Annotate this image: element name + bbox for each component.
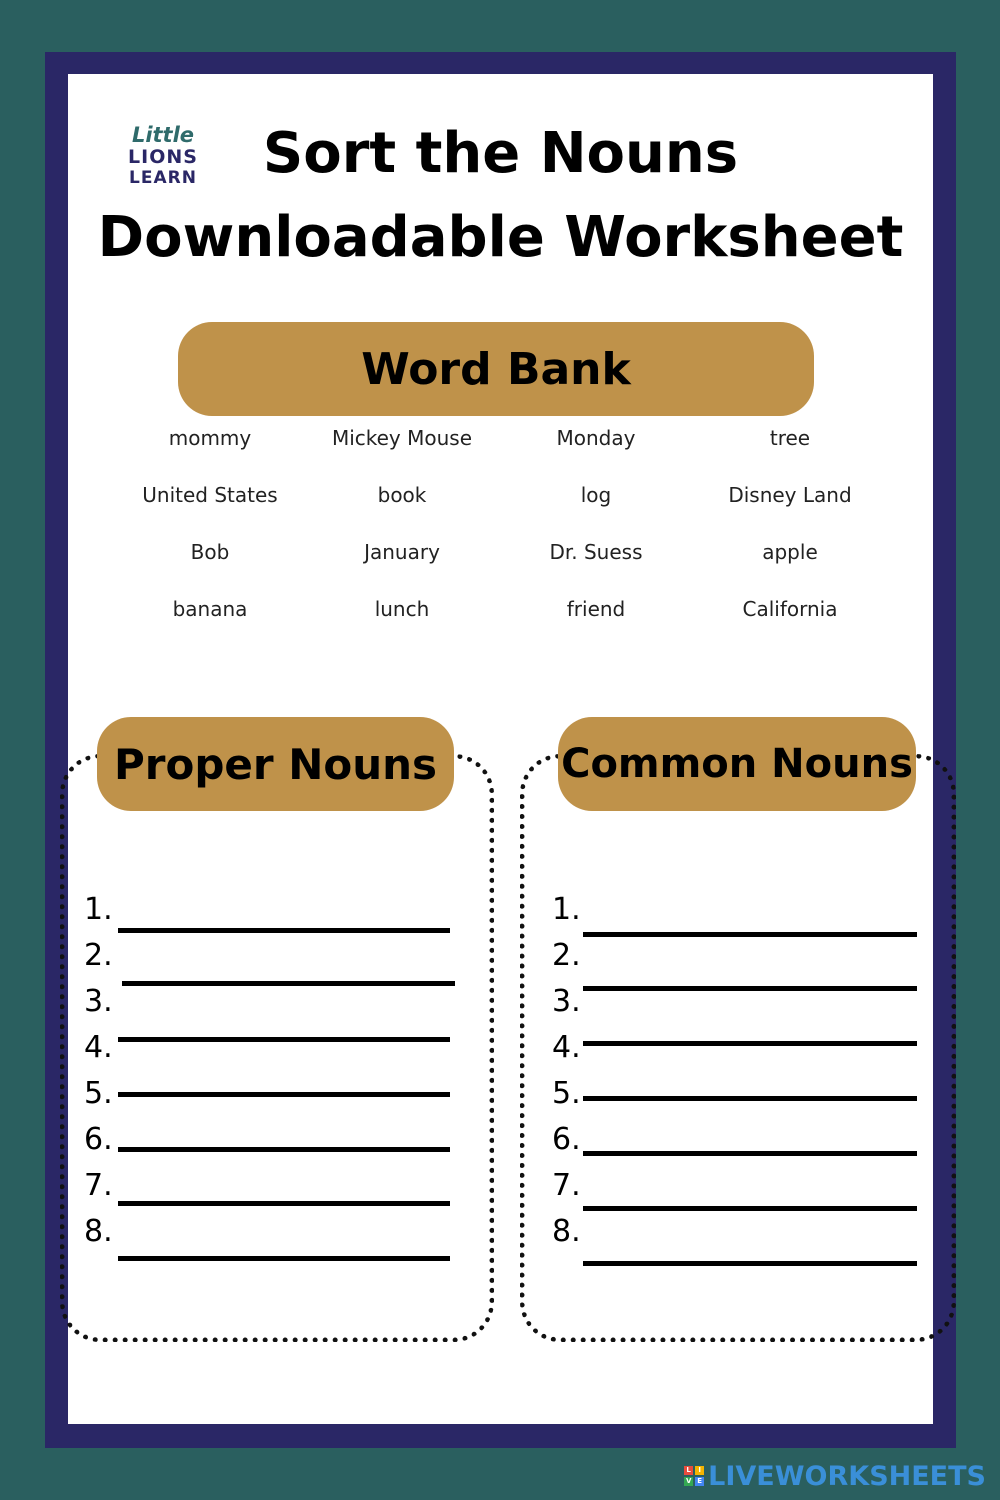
proper-nouns-heading: Proper Nouns [97, 717, 454, 811]
word-bank-word: Monday [556, 426, 636, 450]
common-answer-line[interactable] [583, 1151, 917, 1156]
liveworksheets-logo-icon [684, 1466, 704, 1486]
word-bank-word: Bob [190, 540, 230, 564]
proper-answer-line[interactable] [118, 1256, 450, 1261]
proper-number: 4. [84, 1030, 113, 1065]
proper-answer-line[interactable] [118, 1201, 450, 1206]
proper-number: 5. [84, 1076, 113, 1111]
logo-line-1: Little [131, 123, 195, 147]
word-bank-word: log [580, 483, 612, 507]
common-number: 3. [552, 984, 581, 1019]
common-number: 1. [552, 892, 581, 927]
word-bank-word: mommy [168, 426, 252, 450]
common-answer-line[interactable] [583, 1206, 917, 1211]
word-bank-word: United States [142, 483, 278, 507]
proper-answer-line[interactable] [122, 981, 455, 986]
word-bank-word: apple [762, 540, 818, 564]
logo-tile: L [684, 1466, 693, 1475]
common-nouns-heading: Common Nouns [558, 717, 916, 811]
logo-line-2: LIONS [128, 146, 198, 168]
common-nouns-box [520, 754, 956, 1342]
word-bank-word: banana [172, 597, 248, 621]
common-number: 2. [552, 938, 581, 973]
proper-number: 1. [84, 892, 113, 927]
common-number: 4. [552, 1030, 581, 1065]
logo-tile: V [685, 1477, 692, 1485]
proper-nouns-box [60, 754, 494, 1342]
logo-tile: I [695, 1466, 704, 1475]
proper-number: 8. [84, 1214, 113, 1249]
proper-number: 6. [84, 1122, 113, 1157]
word-bank-heading: Word Bank [178, 322, 814, 416]
page-title-line-1: Sort the Nouns [262, 121, 739, 186]
word-bank-word: California [742, 597, 838, 621]
watermark-text: LIVEWORKSHEETS [708, 1460, 986, 1492]
proper-answer-line[interactable] [118, 1092, 450, 1097]
proper-number: 7. [84, 1168, 113, 1203]
proper-answer-line[interactable] [118, 928, 450, 933]
word-bank-word: tree [769, 426, 811, 450]
page-title-line-2: Downloadable Worksheet [97, 205, 904, 270]
liveworksheets-watermark [684, 1458, 986, 1494]
logo-tile: E [695, 1477, 704, 1486]
common-answer-line[interactable] [583, 1041, 917, 1046]
word-bank-word: Dr. Suess [549, 540, 643, 564]
common-answer-line[interactable] [583, 932, 917, 937]
proper-answer-line[interactable] [118, 1037, 450, 1042]
common-answer-line[interactable] [583, 986, 917, 991]
word-bank-word: January [364, 540, 440, 564]
proper-number: 2. [84, 938, 113, 973]
proper-answer-line[interactable] [118, 1147, 450, 1152]
common-number: 5. [552, 1076, 581, 1111]
common-number: 6. [552, 1122, 581, 1157]
common-answer-line[interactable] [583, 1096, 917, 1101]
common-answer-line[interactable] [583, 1261, 917, 1266]
word-bank-word: book [377, 483, 427, 507]
common-number: 8. [552, 1214, 581, 1249]
common-number: 7. [552, 1168, 581, 1203]
word-bank-word: Mickey Mouse [331, 426, 473, 450]
word-bank-word: lunch [374, 597, 430, 621]
word-bank-word: Disney Land [728, 483, 852, 507]
logo-line-3: LEARN [129, 168, 197, 188]
worksheet-page [68, 74, 933, 1424]
word-bank-word: friend [566, 597, 626, 621]
proper-number: 3. [84, 984, 113, 1019]
